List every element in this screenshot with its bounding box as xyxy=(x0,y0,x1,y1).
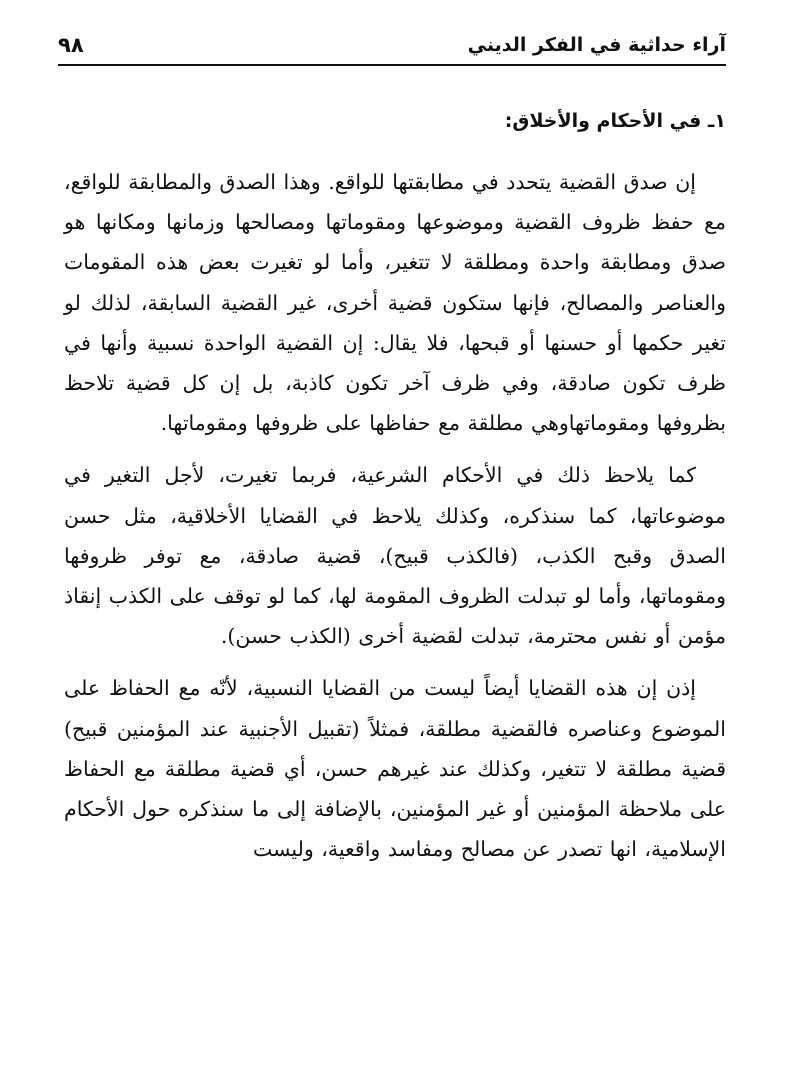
section-heading: ١ـ في الأحكام والأخلاق: xyxy=(504,110,726,132)
page-number: ٩٨ xyxy=(58,33,84,57)
paragraph-1: إن صدق القضية يتحدد في مطابقتها للواقع. وهذا الصدق والمطابقة للواقع، مع حفظ ظروف القضية وموضوعها ومقوماتها ومصالحها وزمانها ومكانها هو صدق ومطابقة واحدة ومطلقة لا تتغير، وأما لو تغيرت بعض هذه المقومات والعناصر والمصالح، فإنها ستكون قضية أخرى، غير القضية السابقة، لذلك لو تغير حكمها أو حسنها أو قبحها، فلا يقال: إن القضية الواحدة نسبية وأنها في ظرف تكون صادقة، وفي ظرف آخر تكون كاذبة، بل إن كل قضية تلاحظ بظروفها ومقوماتهاوهي مطلقة مع حفاظها على ظروفها ومقوماتها. xyxy=(64,170,726,436)
body-text xyxy=(64,162,726,869)
running-header-title: آراء حداثية في الفكر الديني xyxy=(467,34,726,56)
paragraph-3: إذن إن هذه القضايا أيضاً ليست من القضايا النسبية، لأنّه مع الحفاظ على الموضوع وعناصره فالقضية مطلقة، فمثلاً (تقبيل الأجنبية عند المؤمنين قبيح) قضية مطلقة لا تتغير، وكذلك عند غيرهم حسن، أي قضية مطلقة مع الحفاظ على ملاحظة المؤمنين أو غير المؤمنين، بالإضافة إلى ما سنذكره حول الأحكام الإسلامية، انها تصدر عن مصالح ومفاسد واقعية، وليست xyxy=(64,676,726,862)
running-header xyxy=(58,28,726,62)
paragraph-2: كما يلاحظ ذلك في الأحكام الشرعية، فربما تغيرت، لأجل التغير في موضوعاتها، كما سنذكره، وكذلك يلاحظ في القضايا الأخلاقية، مثل حسن الصدق وقبح الكذب، (فالكذب قبيح)، قضية صادقة، مع توفر ظروفها ومقوماتها، وأما لو تبدلت الظروف المقومة لها، كما لو توقف على الكذب إنقاذ مؤمن أو نفس محترمة، تبدلت لقضية أخرى (الكذب حسن). xyxy=(64,463,726,649)
header-divider xyxy=(58,64,726,66)
